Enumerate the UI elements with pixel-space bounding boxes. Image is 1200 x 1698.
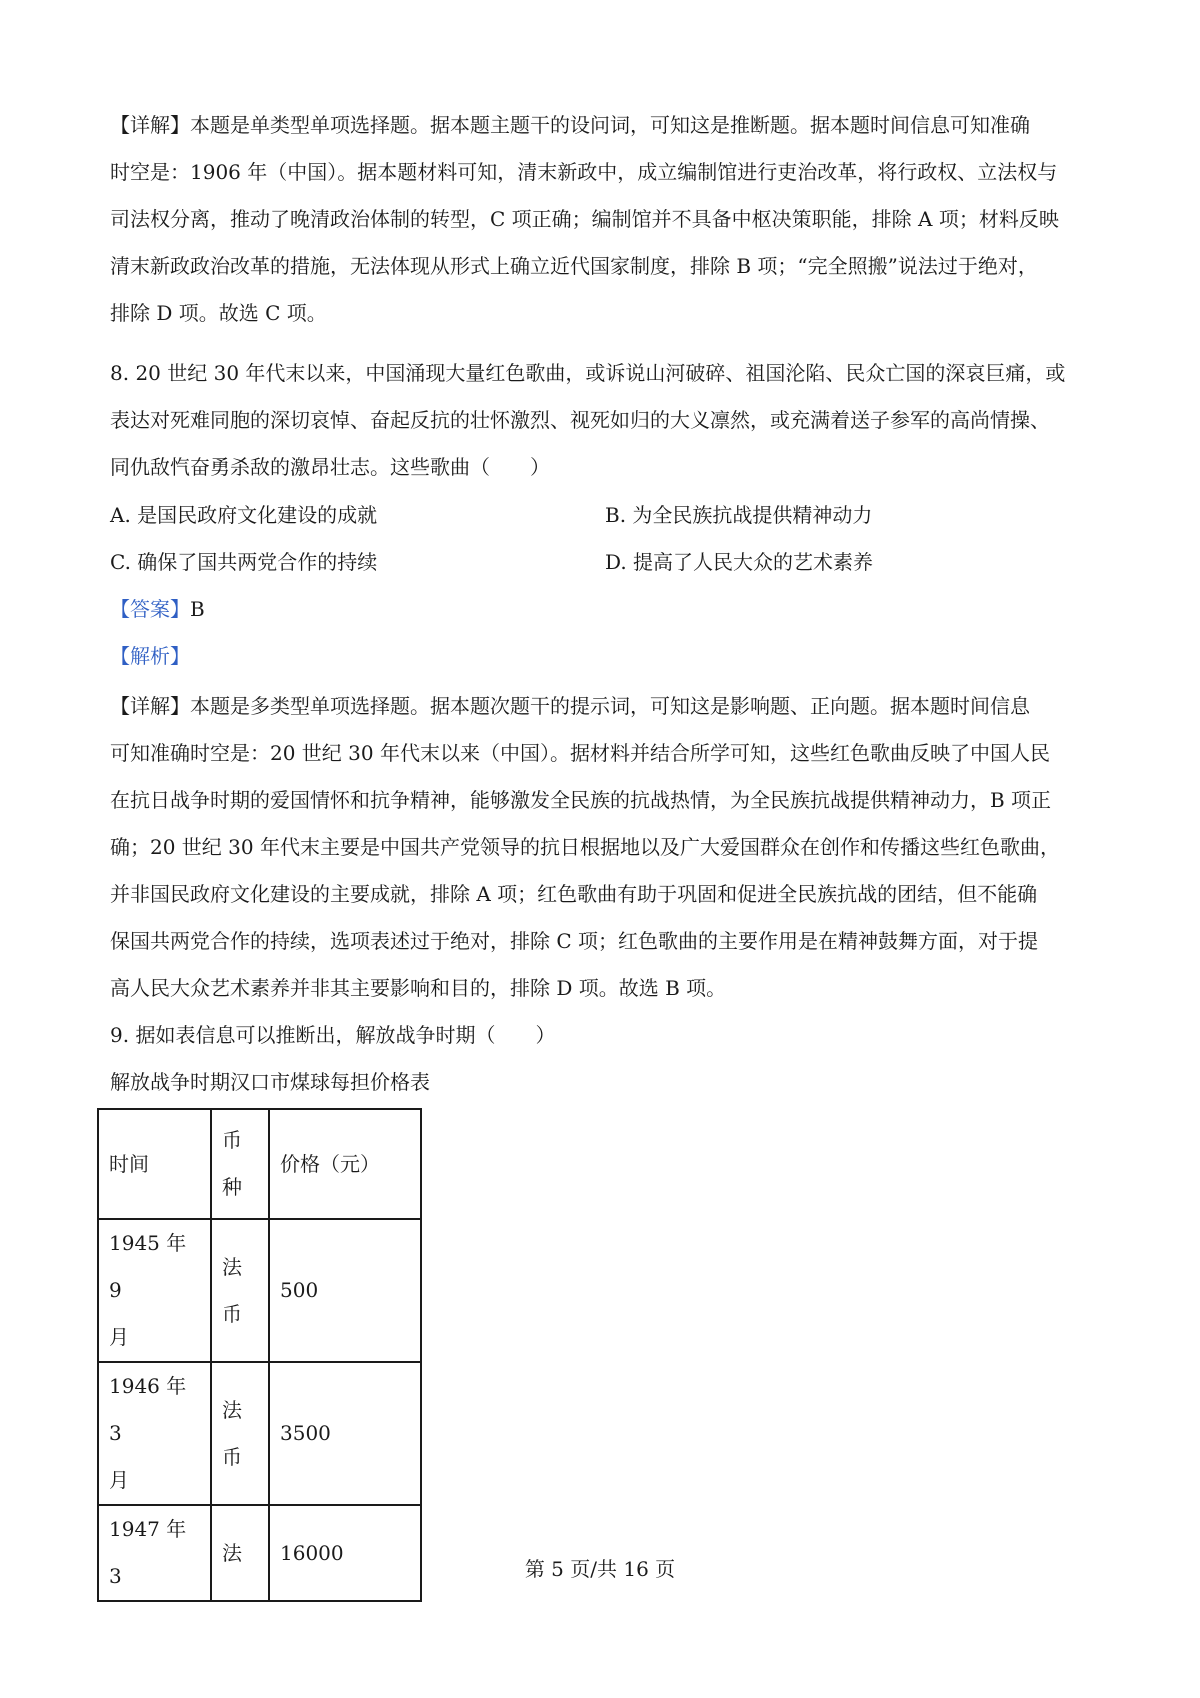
q8-option-c: C. 确保了国共两党合作的持续 — [110, 550, 378, 574]
q8-option-b: B. 为全民族抗战提供精神动力 — [605, 503, 873, 527]
page-footer: 第 5 页/共 16 页 — [524, 1557, 676, 1581]
header-time: 时间 — [98, 1109, 211, 1219]
text-line: 8. 20 世纪 30 年代末以来，中国涌现大量红色歌曲，或诉说山河破碎、祖国沦陷、民众亡国的深哀巨痛，或 — [110, 361, 1066, 385]
text-line: 司法权分离，推动了晚清政治体制的转型，C 项正确；编制馆并不具备中枢决策职能，排除 A 项；材料反映 — [110, 207, 1059, 231]
cell-price: 3500 — [269, 1362, 421, 1505]
q9-stem: 9. 据如表信息可以推断出，解放战争时期（ ） — [110, 1023, 556, 1047]
text-line: 【详解】本题是单类型单项选择题。据本题主题干的设问词，可知这是推断题。据本题时间信息可知准确 — [110, 113, 1030, 137]
cell-time: 1947 年 3 — [98, 1505, 211, 1601]
text-line: 确；20 世纪 30 年代末主要是中国共产党领导的抗日根据地以及广大爱国群众在创作和传播这些红色歌曲， — [110, 835, 1060, 859]
table-row — [98, 1219, 421, 1362]
answer-value: B — [190, 597, 205, 621]
text-line: 高人民大众艺术素养并非其主要影响和目的，排除 D 项。故选 B 项。 — [110, 976, 727, 1000]
cell-currency: 法 币 — [211, 1219, 269, 1362]
text-line: 清末新政政治改革的措施，无法体现从形式上确立近代国家制度，排除 B 项；“完全照搬”说法过于绝对， — [110, 254, 1038, 278]
text-line: 表达对死难同胞的深切哀悼、奋起反抗的壮怀激烈、视死如归的大义凛然，或充满着送子参军的高尚情操、 — [110, 408, 1050, 432]
header-currency: 币 种 — [211, 1109, 269, 1219]
text-line: 时空是：1906 年（中国）。据本题材料可知，清末新政中，成立编制馆进行吏治改革，将行政权、立法权与 — [110, 160, 1058, 184]
table-row — [98, 1362, 421, 1505]
text-line: 可知准确时空是：20 世纪 30 年代末以来（中国）。据材料并结合所学可知，这些红色歌曲反映了中国人民 — [110, 741, 1050, 765]
table-caption: 解放战争时期汉口市煤球每担价格表 — [110, 1070, 430, 1094]
header-price: 价格（元） — [269, 1109, 421, 1219]
q8-detail — [110, 683, 1100, 1012]
q8-analysis-tag: 【解析】 — [110, 644, 190, 668]
cell-currency: 法 币 — [211, 1362, 269, 1505]
price-table — [97, 1108, 422, 1602]
q7-detail — [110, 102, 1100, 337]
text-line: 同仇敌忾奋勇杀敌的激昂壮志。这些歌曲（ ） — [110, 455, 550, 479]
q8-stem — [110, 350, 1100, 491]
table-header-row — [98, 1109, 421, 1219]
text-line: 在抗日战争时期的爱国情怀和抗争精神，能够激发全民族的抗战热情，为全民族抗战提供精神动力，B 项正 — [110, 788, 1052, 812]
cell-currency: 法 — [211, 1505, 269, 1601]
text-line: 【详解】本题是多类型单项选择题。据本题次题干的提示词，可知这是影响题、正向题。据本题时间信息 — [110, 694, 1030, 718]
text-line: 并非国民政府文化建设的主要成就，排除 A 项；红色歌曲有助于巩固和促进全民族抗战的团结，但不能确 — [110, 882, 1038, 906]
cell-time: 1946 年 3 月 — [98, 1362, 211, 1505]
q8-option-a: A. 是国民政府文化建设的成就 — [110, 503, 378, 527]
cell-time: 1945 年 9 月 — [98, 1219, 211, 1362]
text-line: 保国共两党合作的持续，选项表述过于绝对，排除 C 项；红色歌曲的主要作用是在精神鼓舞方面，对于提 — [110, 929, 1039, 953]
q8-option-d: D. 提高了人民大众的艺术素养 — [605, 550, 874, 574]
cell-price: 16000 — [269, 1505, 421, 1601]
q8-answer — [110, 594, 205, 624]
cell-price: 500 — [269, 1219, 421, 1362]
text-line: 排除 D 项。故选 C 项。 — [110, 301, 327, 325]
answer-tag: 【答案】 — [110, 597, 190, 621]
